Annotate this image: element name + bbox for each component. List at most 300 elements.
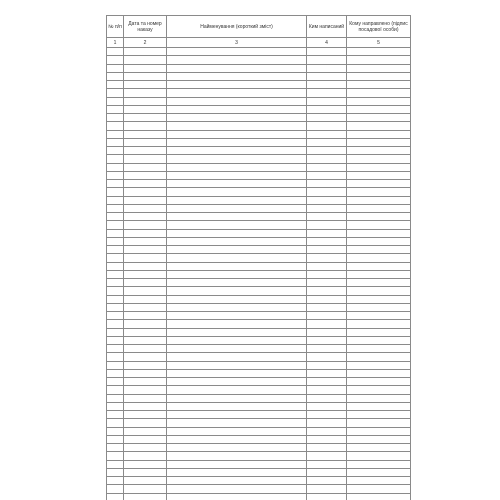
table-cell (107, 295, 124, 303)
table-cell (124, 56, 167, 64)
table-cell (124, 369, 167, 377)
table-cell (307, 378, 347, 386)
table-row (107, 72, 411, 80)
table-cell (307, 287, 347, 295)
table-cell (307, 295, 347, 303)
table-cell (167, 64, 307, 72)
table-cell (124, 460, 167, 468)
table-cell (167, 221, 307, 229)
table-cell (307, 312, 347, 320)
table-cell (124, 155, 167, 163)
table-row (107, 262, 411, 270)
table-cell (347, 155, 411, 163)
table-cell (124, 171, 167, 179)
table-row (107, 221, 411, 229)
table-cell (347, 477, 411, 485)
table-cell (124, 411, 167, 419)
table-cell (167, 56, 307, 64)
table-row (107, 345, 411, 353)
table-row (107, 180, 411, 188)
table-row (107, 246, 411, 254)
table-cell (167, 386, 307, 394)
table-row (107, 270, 411, 278)
table-cell (307, 279, 347, 287)
table-row (107, 48, 411, 56)
table-row (107, 427, 411, 435)
header-cell-order-date: Дата та номер наказу (124, 16, 167, 38)
table-cell (167, 353, 307, 361)
table-cell (124, 427, 167, 435)
table-cell (107, 287, 124, 295)
table-cell (167, 345, 307, 353)
table-cell (107, 419, 124, 427)
table-cell (307, 419, 347, 427)
table-cell (124, 105, 167, 113)
table-cell (124, 122, 167, 130)
table-row (107, 435, 411, 443)
table-cell (167, 262, 307, 270)
table-cell (107, 81, 124, 89)
table-cell (347, 130, 411, 138)
table-cell (107, 312, 124, 320)
table-cell (124, 114, 167, 122)
table-cell (307, 196, 347, 204)
table-row (107, 444, 411, 452)
table-cell (107, 336, 124, 344)
table-cell (124, 147, 167, 155)
table-cell (124, 221, 167, 229)
table-cell (307, 180, 347, 188)
header-cell-title: Найменування (короткий зміст) (167, 16, 307, 38)
table-cell (124, 328, 167, 336)
table-cell (307, 485, 347, 493)
table-cell (347, 237, 411, 245)
table-cell (167, 270, 307, 278)
table-cell (347, 48, 411, 56)
table-cell (107, 237, 124, 245)
table-cell (107, 114, 124, 122)
table-row (107, 130, 411, 138)
table-row (107, 386, 411, 394)
column-number-row (107, 38, 411, 48)
table-cell (167, 312, 307, 320)
table-cell (124, 72, 167, 80)
table-cell (107, 353, 124, 361)
table-cell (347, 444, 411, 452)
table-cell (307, 411, 347, 419)
table-cell (307, 81, 347, 89)
table-row (107, 97, 411, 105)
table-cell (167, 444, 307, 452)
table-cell (124, 419, 167, 427)
table-cell (107, 254, 124, 262)
table-cell (124, 130, 167, 138)
table-cell (167, 369, 307, 377)
table-cell (124, 48, 167, 56)
table-cell (167, 105, 307, 113)
table-row (107, 114, 411, 122)
table-cell (167, 361, 307, 369)
table-cell (167, 452, 307, 460)
table-cell (347, 262, 411, 270)
table-cell (124, 279, 167, 287)
table-row (107, 353, 411, 361)
table-row (107, 81, 411, 89)
table-cell (347, 56, 411, 64)
table-cell (307, 345, 347, 353)
table-cell (107, 460, 124, 468)
table-cell (347, 188, 411, 196)
table-cell (107, 122, 124, 130)
table-cell (307, 427, 347, 435)
table-cell (167, 130, 307, 138)
table-cell (307, 246, 347, 254)
table-cell (167, 468, 307, 476)
table-cell (124, 336, 167, 344)
table-cell (167, 254, 307, 262)
table-row (107, 378, 411, 386)
table-cell (347, 452, 411, 460)
table-row (107, 336, 411, 344)
table-cell (107, 163, 124, 171)
table-cell (124, 402, 167, 410)
table-cell (124, 89, 167, 97)
table-row (107, 254, 411, 262)
column-number-5: 5 (347, 38, 411, 48)
table-cell (347, 81, 411, 89)
table-cell (307, 477, 347, 485)
table-cell (107, 48, 124, 56)
table-cell (124, 435, 167, 443)
table-cell (167, 427, 307, 435)
table-cell (124, 312, 167, 320)
table-row (107, 188, 411, 196)
table-cell (124, 163, 167, 171)
table-cell (307, 138, 347, 146)
table-cell (307, 328, 347, 336)
table-row (107, 402, 411, 410)
table-row (107, 411, 411, 419)
table-cell (124, 353, 167, 361)
table-cell (347, 361, 411, 369)
table-cell (347, 493, 411, 500)
table-cell (307, 444, 347, 452)
table-cell (167, 295, 307, 303)
table-cell (124, 303, 167, 311)
table-cell (167, 89, 307, 97)
table-cell (347, 213, 411, 221)
table-cell (307, 213, 347, 221)
table-cell (107, 328, 124, 336)
table-cell (124, 246, 167, 254)
table-cell (167, 171, 307, 179)
table-row (107, 213, 411, 221)
table-cell (307, 130, 347, 138)
table-row (107, 105, 411, 113)
table-cell (167, 287, 307, 295)
table-row (107, 452, 411, 460)
table-row (107, 122, 411, 130)
table-cell (347, 411, 411, 419)
table-cell (107, 303, 124, 311)
table-cell (307, 204, 347, 212)
table-cell (167, 303, 307, 311)
table-cell (107, 155, 124, 163)
table-cell (107, 361, 124, 369)
table-cell (167, 122, 307, 130)
table-cell (124, 485, 167, 493)
header-cell-author: Ким написаний (307, 16, 347, 38)
table-row (107, 328, 411, 336)
table-cell (167, 114, 307, 122)
table-cell (347, 336, 411, 344)
table-cell (167, 72, 307, 80)
table-cell (347, 114, 411, 122)
table-cell (307, 56, 347, 64)
table-cell (347, 204, 411, 212)
table-cell (107, 221, 124, 229)
table-cell (124, 270, 167, 278)
table-cell (167, 81, 307, 89)
table-row (107, 237, 411, 245)
table-cell (107, 188, 124, 196)
table-cell (347, 485, 411, 493)
table-cell (107, 493, 124, 500)
table-cell (347, 328, 411, 336)
table-row (107, 369, 411, 377)
table-cell (167, 435, 307, 443)
table-cell (107, 477, 124, 485)
table-cell (107, 196, 124, 204)
column-number-3: 3 (167, 38, 307, 48)
table-cell (124, 287, 167, 295)
table-cell (167, 402, 307, 410)
table-cell (347, 427, 411, 435)
table-row (107, 394, 411, 402)
table-cell (347, 312, 411, 320)
table-cell (347, 378, 411, 386)
blank-rows (107, 48, 411, 500)
table-cell (124, 237, 167, 245)
table-cell (124, 97, 167, 105)
table-cell (167, 419, 307, 427)
table-row (107, 303, 411, 311)
table-cell (307, 394, 347, 402)
table-cell (307, 402, 347, 410)
column-number-2: 2 (124, 38, 167, 48)
table-cell (124, 378, 167, 386)
table-cell (347, 64, 411, 72)
table-cell (124, 229, 167, 237)
table-cell (124, 493, 167, 500)
header-cell-recipient: Кому направлено (підпис посадової особи) (347, 16, 411, 38)
table-cell (307, 64, 347, 72)
table-row (107, 468, 411, 476)
table-cell (124, 138, 167, 146)
table-row (107, 361, 411, 369)
table-cell (347, 460, 411, 468)
table-cell (167, 147, 307, 155)
table-cell (307, 171, 347, 179)
table-cell (347, 254, 411, 262)
table-cell (107, 369, 124, 377)
table-cell (107, 394, 124, 402)
table-cell (107, 171, 124, 179)
table-cell (167, 155, 307, 163)
table-cell (124, 196, 167, 204)
table-cell (107, 435, 124, 443)
table-cell (347, 171, 411, 179)
table-cell (307, 237, 347, 245)
table-cell (167, 477, 307, 485)
table-cell (107, 89, 124, 97)
table-cell (347, 435, 411, 443)
table-row (107, 312, 411, 320)
table-cell (307, 89, 347, 97)
table-cell (167, 180, 307, 188)
table-cell (124, 386, 167, 394)
table-cell (124, 188, 167, 196)
table-row (107, 204, 411, 212)
table-cell (167, 279, 307, 287)
table-cell (124, 452, 167, 460)
table-cell (167, 246, 307, 254)
table-cell (107, 279, 124, 287)
table-row (107, 320, 411, 328)
table-cell (307, 336, 347, 344)
table-cell (347, 369, 411, 377)
table-row (107, 229, 411, 237)
table-cell (347, 221, 411, 229)
table-cell (107, 229, 124, 237)
table-cell (347, 89, 411, 97)
table-row (107, 485, 411, 493)
table-cell (307, 320, 347, 328)
table-cell (307, 262, 347, 270)
table-cell (347, 147, 411, 155)
table-cell (167, 213, 307, 221)
table-cell (107, 468, 124, 476)
table-cell (107, 105, 124, 113)
table-cell (124, 213, 167, 221)
table-cell (107, 444, 124, 452)
table-cell (167, 336, 307, 344)
table-cell (347, 303, 411, 311)
table-cell (124, 204, 167, 212)
table-cell (307, 460, 347, 468)
table-cell (107, 138, 124, 146)
table-cell (167, 229, 307, 237)
table-cell (307, 72, 347, 80)
table-cell (167, 204, 307, 212)
table-cell (307, 105, 347, 113)
table-cell (347, 138, 411, 146)
table-row (107, 171, 411, 179)
header-row (107, 16, 411, 38)
table-cell (107, 320, 124, 328)
table-row (107, 64, 411, 72)
table-cell (307, 493, 347, 500)
table-cell (107, 386, 124, 394)
table-cell (347, 419, 411, 427)
table-cell (307, 353, 347, 361)
table-row (107, 163, 411, 171)
table-cell (107, 130, 124, 138)
table-cell (347, 72, 411, 80)
table-cell (124, 295, 167, 303)
table-cell (107, 56, 124, 64)
table-cell (307, 155, 347, 163)
table-cell (107, 427, 124, 435)
table-cell (107, 411, 124, 419)
table-cell (347, 279, 411, 287)
table-cell (347, 97, 411, 105)
table-cell (347, 295, 411, 303)
table-cell (124, 262, 167, 270)
table-cell (107, 64, 124, 72)
table-row (107, 279, 411, 287)
table-cell (347, 105, 411, 113)
table-row (107, 295, 411, 303)
table-cell (307, 188, 347, 196)
table-cell (347, 229, 411, 237)
table-cell (347, 196, 411, 204)
table-cell (124, 64, 167, 72)
table-cell (167, 411, 307, 419)
table-row (107, 138, 411, 146)
table-cell (307, 452, 347, 460)
table-cell (107, 402, 124, 410)
table-cell (167, 394, 307, 402)
column-number-4: 4 (307, 38, 347, 48)
table-cell (107, 262, 124, 270)
table-cell (107, 345, 124, 353)
table-cell (167, 328, 307, 336)
orders-register-table (106, 15, 411, 500)
table-cell (347, 163, 411, 171)
table-cell (347, 180, 411, 188)
table-cell (124, 180, 167, 188)
table-cell (167, 196, 307, 204)
table-cell (107, 270, 124, 278)
table-cell (307, 122, 347, 130)
table-cell (167, 460, 307, 468)
table-cell (107, 97, 124, 105)
table-cell (347, 246, 411, 254)
table-row (107, 460, 411, 468)
table-cell (347, 287, 411, 295)
table-cell (307, 221, 347, 229)
table-cell (307, 163, 347, 171)
table-cell (167, 493, 307, 500)
table-row (107, 155, 411, 163)
table-cell (307, 435, 347, 443)
table-cell (307, 270, 347, 278)
table-cell (124, 361, 167, 369)
table-cell (307, 114, 347, 122)
table-cell (307, 303, 347, 311)
table-cell (307, 468, 347, 476)
table-cell (167, 188, 307, 196)
table-row (107, 287, 411, 295)
table-cell (124, 345, 167, 353)
table-cell (107, 147, 124, 155)
table-cell (307, 369, 347, 377)
header-cell-number: № п/п (107, 16, 124, 38)
table-cell (307, 48, 347, 56)
table-cell (307, 361, 347, 369)
table-cell (107, 72, 124, 80)
